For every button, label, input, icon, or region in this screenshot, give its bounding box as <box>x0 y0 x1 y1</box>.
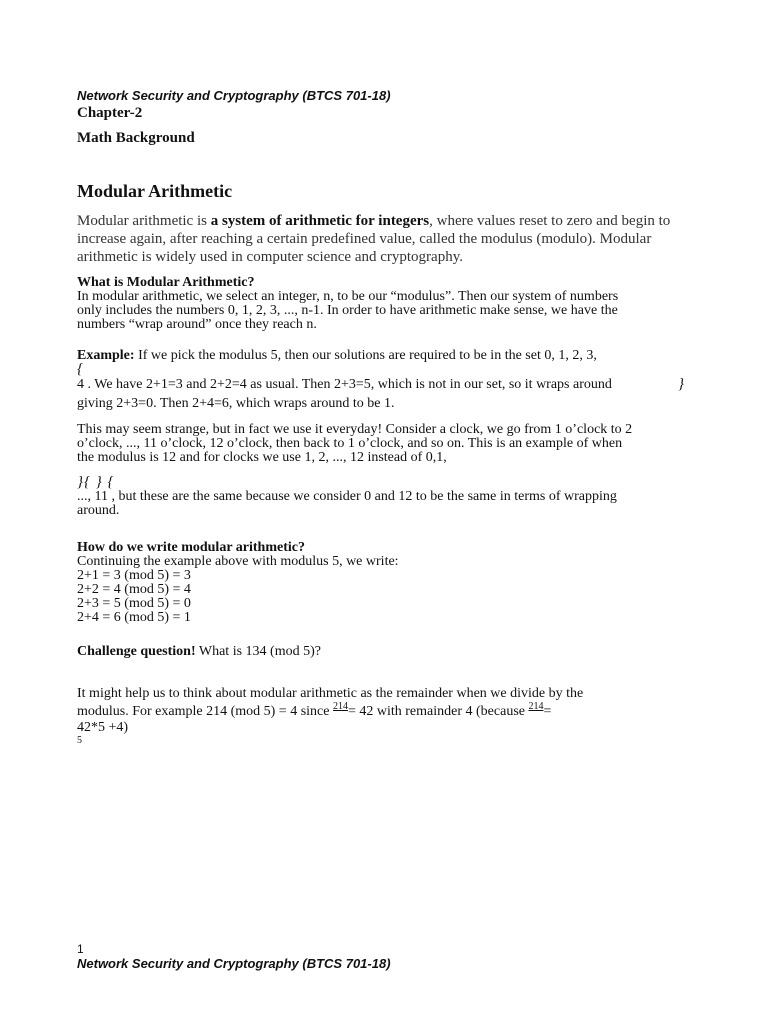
remainder-text-a: modulus. For example 214 (mod 5) = 4 since <box>77 704 333 719</box>
fraction-numerator-1: 214 <box>332 701 348 712</box>
clock-line-4: ..., 11 , but these are the same because we consider 0 and 12 to be the same in terms of wrapping <box>77 489 617 504</box>
equation-1: 2+1 = 3 (mod 5) = 3 <box>77 568 191 583</box>
what-is-line-3: numbers “wrap around” once they reach n. <box>77 317 317 332</box>
what-is-line-1: In modular arithmetic, we select an integer, n, to be our “modulus”. Then our system of numbers <box>77 289 619 304</box>
remainder-text-c: = <box>543 704 552 719</box>
section-title: Modular Arithmetic <box>77 181 233 201</box>
equation-4: 2+4 = 6 (mod 5) = 1 <box>77 610 191 625</box>
what-is-line-2: only includes the numbers 0, 1, 2, 3, ..., n-1. In order to have arithmetic make sense, we have the <box>77 303 618 318</box>
example-line-3: giving 2+3=0. Then 2+4=6, which wraps around to be 1. <box>77 396 395 411</box>
clock-paragraph-tail <box>77 490 717 518</box>
challenge-label: Challenge question! <box>77 644 196 659</box>
example-text-1: If we pick the modulus 5, then our solutions are required to be in the set 0, 1, 2, 3, <box>134 348 597 363</box>
how-write-heading: How do we write modular arithmetic? <box>77 540 305 555</box>
intro-line-2: increase again, after reaching a certain predefined value, called the modulus (modulo). Modular <box>77 231 652 247</box>
example-open-brace: { <box>77 361 83 377</box>
intro-bold: a system of arithmetic for integers <box>210 213 430 229</box>
clock-paragraph <box>77 423 717 465</box>
example-close-brace: } <box>678 376 684 392</box>
example-line-2: 4 . We have 2+1=3 and 2+2=4 as usual. Then 2+3=5, which is not in our set, so it wraps around <box>77 377 612 392</box>
example-line-1 <box>77 348 597 364</box>
clock-line-1: This may seem strange, but in fact we use it everyday! Consider a clock, we go from 1 o’clock to 2 <box>77 422 633 437</box>
footer-course-title: Network Security and Cryptography (BTCS 701-18) <box>77 956 391 971</box>
fraction-numerator-2: 214 <box>528 701 544 712</box>
remainder-line-2 <box>77 701 552 720</box>
intro-pre: Modular arithmetic is <box>77 213 211 229</box>
math-background-label: Math Background <box>77 130 195 146</box>
intro-post: , where values reset to zero and begin to <box>429 213 671 229</box>
clock-line-3: the modulus is 12 and for clocks we use 1, 2, ..., 12 instead of 0,1, <box>77 450 447 465</box>
chapter-label: Chapter-2 <box>77 105 143 121</box>
challenge-question <box>77 644 321 660</box>
how-write-intro: Continuing the example above with modulus 5, we write: <box>77 554 399 569</box>
remainder-line-1: It might help us to think about modular arithmetic as the remainder when we divide by the <box>77 686 584 701</box>
page-number: 1 <box>77 942 84 956</box>
what-is-paragraph <box>77 290 717 332</box>
clock-line-5: around. <box>77 503 120 518</box>
clock-line-2: o’clock, ..., 11 o’clock, 12 o’clock, then back to 1 o’clock, and so on. This is an example of when <box>77 436 623 451</box>
fraction-denominator: 5 <box>77 735 82 746</box>
intro-line-1 <box>77 212 717 230</box>
remainder-line-3: 42*5 +4) <box>77 720 129 735</box>
how-write-body <box>77 555 717 625</box>
what-is-heading: What is Modular Arithmetic? <box>77 275 255 290</box>
example-label: Example: <box>77 348 135 363</box>
equation-3: 2+3 = 5 (mod 5) = 0 <box>77 596 191 611</box>
intro-paragraph <box>77 212 717 266</box>
header-course-title: Network Security and Cryptography (BTCS 701-18) <box>77 88 391 103</box>
clock-braces: }{ } { <box>77 474 115 490</box>
intro-line-3: arithmetic is widely used in computer science and cryptography. <box>77 249 463 265</box>
challenge-text: What is 134 (mod 5)? <box>195 644 321 659</box>
remainder-text-b: = 42 with remainder 4 (because <box>347 704 529 719</box>
equation-2: 2+2 = 4 (mod 5) = 4 <box>77 582 191 597</box>
